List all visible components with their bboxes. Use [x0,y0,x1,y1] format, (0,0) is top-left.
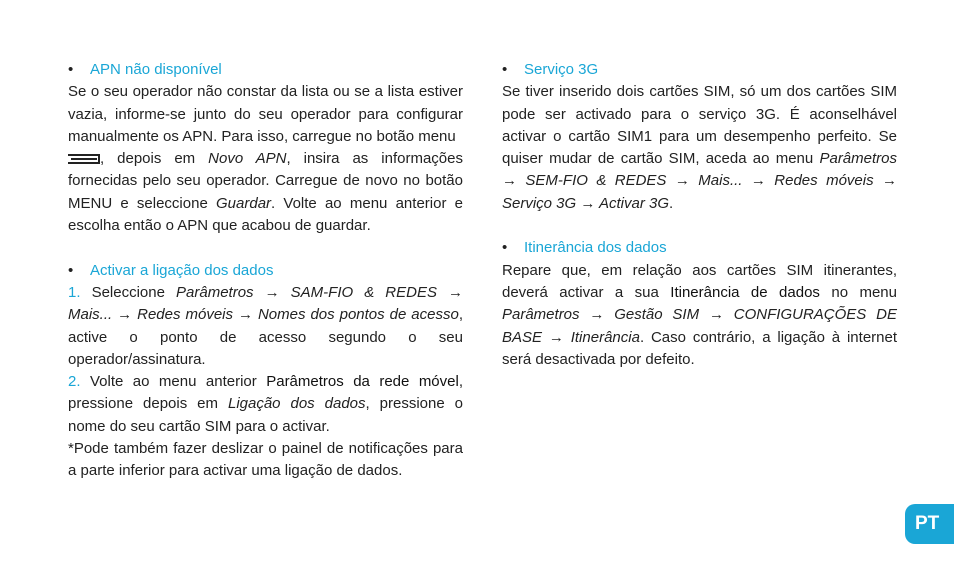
bullet-icon: • [68,261,74,279]
data-step-2: 2. Volte ao menu anterior Parâmetros da rede móvel, pressione depois em Ligação dos dados, pressione o nome do seu cartão SIM para o activar. [68,373,463,435]
roaming-paragraph: Repare que, em relação aos cartões SIM itinerantes, deverá activar a sua Itinerância de dados no menu Parâmetros → Gestão SIM → CONFIGURAÇÕES DE BASE → Itinerância. Caso contrário, a ligação à internet será desactivada por defeito. [502,261,898,368]
section-heading-data: • Activar a ligação dos dados [68,260,463,282]
data-note: *Pode também fazer deslizar o painel de notificações para a parte inferior para activar uma ligação de dados. [68,440,463,480]
language-badge: PT [905,504,954,544]
right-column [502,59,897,371]
data-step-1: 1. Seleccione Parâmetros → SAM-FIO & REDES → Mais... → Redes móveis → Nomes dos pontos de acesso, active o ponto de acesso segundo o seu operador/assinatura. [68,283,464,368]
bullet-icon: • [502,61,508,78]
left-column [68,59,463,483]
menu-button-icon [68,154,100,164]
3g-paragraph: Se tiver inserido dois cartões SIM, só um dos cartões SIM pode ser activado para o serviço 3G. É aconselhável activar o cartão SIM1 para um desempenho perfeito. Se quiser mudar de cartão SIM, aceda ao menu Parâmetros → SEM-FIO & REDES → Mais... → Redes móveis → Serviço 3G → Activar 3G. [502,83,897,212]
section-heading-3g: • Serviço 3G [502,59,897,81]
bullet-icon: • [68,61,74,78]
apn-paragraph: Se o seu operador não constar da lista ou se a lista estiver vazia, informe-se junto do seu operador para configurar manualmente os APN. Para isso, carregue no botão menu , depois em Novo APN, insira as informações fornecidas pelo seu operador. Carregue de novo no botão MENU e seleccione Guardar. Volte ao menu anterior e escolha então o APN que acabou de guardar. [68,83,463,235]
section-heading-apn: • APN não disponível [68,59,463,81]
bullet-icon: • [502,239,508,257]
section-heading-roaming: • Itinerância dos dados [502,237,897,259]
